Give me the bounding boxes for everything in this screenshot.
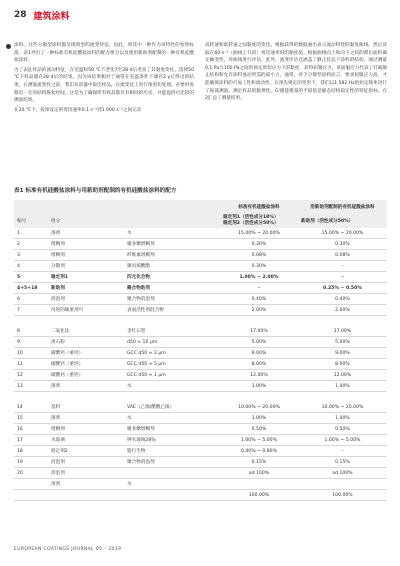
- cell-no: 1: [14, 228, 48, 239]
- cell-no: 16: [14, 424, 48, 435]
- page-header: [14, 8, 70, 22]
- cell-standard: 15.00% ~ 20.00%: [220, 228, 298, 239]
- cell-new: 8.00%: [298, 359, 387, 370]
- section-title: 建筑涂料: [33, 11, 70, 22]
- table-row: [14, 305, 387, 316]
- cell-material: VAE（乙烯/醋酸乙烯）: [124, 402, 220, 413]
- cell-new: 0.08%: [298, 250, 387, 261]
- cell-new: 10.00% ~ 20.00%: [298, 402, 387, 413]
- header-new: 用新助剂配制的有机硅酸盐涂料: [298, 200, 387, 214]
- table-row: [14, 272, 387, 283]
- table-row: [14, 468, 387, 479]
- cell-material: 四元化合物: [124, 272, 220, 283]
- table-row: [14, 337, 387, 348]
- cell-new: 0.25% ~ 0.50%: [298, 283, 387, 294]
- left-text-column: [14, 42, 194, 116]
- header-no-label: 编号: [14, 214, 48, 228]
- cell-material: [124, 490, 220, 501]
- cell-material: 脂行生物: [124, 446, 220, 457]
- cell-standard: ad 100%: [220, 468, 298, 479]
- cell-new: 0.15%: [298, 457, 387, 468]
- cell-material: 聚合物助剂: [124, 283, 220, 294]
- cell-material: 水: [124, 228, 220, 239]
- cell-new: 0.40%: [298, 294, 387, 305]
- cell-standard: [220, 479, 298, 490]
- cell-new: ad 100%: [298, 468, 387, 479]
- cell-component: 碳酸钙（重钙）: [48, 370, 124, 381]
- cell-new: 9.00%: [298, 348, 387, 359]
- cell-new: –: [298, 261, 387, 272]
- right-text-column: [205, 42, 387, 105]
- cell-new: –: [298, 272, 387, 283]
- table-row: [14, 446, 387, 457]
- cell-component: 增稠剂: [48, 250, 124, 261]
- cell-new: 1.00%: [298, 381, 387, 392]
- cell-new: 1.00% ~ 5.00%: [298, 435, 387, 446]
- cell-no: 4+5+18: [14, 283, 48, 294]
- cell-component: 改进的碳重剂可: [48, 305, 124, 316]
- cell-new: 0.50%: [298, 424, 387, 435]
- cell-standard: 100.00%: [220, 490, 298, 501]
- cell-standard: 1.00% ~ 2.00%: [220, 272, 298, 283]
- cell-no: [14, 490, 48, 501]
- table-row: [14, 359, 387, 370]
- table-row: [14, 381, 387, 392]
- cell-component: 二氧化钛: [48, 326, 124, 337]
- cell-material: GCC d50 ≈ 2 μm: [124, 348, 220, 359]
- cell-material: d50 ≈ 10 μm: [124, 337, 220, 348]
- paragraph: 为了表征样品的流动特征，在室温和50 ℃下老化7至28 d后考查了其黏度变化。选择50 ℃下样品储存28 d后的结果。因为该结果相对于通常在室温条件下储存2 y后得出的结果。在测量流变性之前，我们从容器中取出样品，在流变仪上进行预剪切处理。必要时再移出一定的结构恢复时间。这是为了确保所有样品都具有相同的历史，并能提供可比较的测量结果。: [14, 67, 194, 104]
- table-row: [14, 457, 387, 468]
- cell-new: 12.00%: [298, 370, 387, 381]
- cell-new: 2.00%: [298, 305, 387, 316]
- paragraph: 在20 ℃下，按预设定的剪切速率0.1 s⁻¹到1 000 s⁻¹之间记录: [14, 107, 142, 113]
- cell-new: [298, 479, 387, 490]
- cell-standard: –: [220, 283, 298, 294]
- cell-material: 水: [124, 413, 220, 424]
- table-row: [14, 424, 387, 435]
- cell-material: 聚合物消泡剂: [124, 457, 220, 468]
- table-row: [14, 283, 387, 294]
- cell-material: 聚丙烯酸酯: [124, 261, 220, 272]
- cell-standard: 5.00%: [220, 337, 298, 348]
- cell-component: 分散剂: [48, 261, 124, 272]
- table-row: [14, 413, 387, 424]
- cell-no: 15: [14, 413, 48, 424]
- cell-no: [14, 479, 48, 490]
- cell-component: 溶剂: [48, 228, 124, 239]
- cell-component: 溶剂: [48, 413, 124, 424]
- cell-material: GCC d50 ≈ 1 μm: [124, 370, 220, 381]
- table-row: [14, 250, 387, 261]
- cell-no: 11: [14, 359, 48, 370]
- header-standard: 标准有机硅酸盐涂料: [220, 200, 298, 214]
- cell-no: 19: [14, 457, 48, 468]
- table-row: [14, 370, 387, 381]
- cell-new: 100.00%: [298, 490, 387, 501]
- table-row: [14, 228, 387, 239]
- cell-standard: 0.40% ~ 0.80%: [220, 446, 298, 457]
- cell-component: 碳酸钙（重钙）: [48, 359, 124, 370]
- cell-standard: 1.00% ~ 5.00%: [220, 435, 298, 446]
- cell-component: 碳酸钙（重钙）: [48, 348, 124, 359]
- table-gap-row: [14, 316, 387, 327]
- cell-new: 0.30%: [298, 239, 387, 250]
- bullet-marker: [6, 44, 11, 49]
- cell-no: 17: [14, 435, 48, 446]
- cell-no: 4: [14, 261, 48, 272]
- header-standard-sub: 稳定剂1（活性成分18%） 稳定剂2（活性成分50%）: [220, 214, 298, 228]
- cell-no: 6: [14, 294, 48, 305]
- header-new-sub: 新助剂（活性成分50%）: [298, 214, 387, 228]
- cell-material: 水: [124, 381, 220, 392]
- table-row: [14, 239, 387, 250]
- cell-no: 20: [14, 468, 48, 479]
- cell-standard: 1.00%: [220, 381, 298, 392]
- cell-new: 1.00%: [298, 413, 387, 424]
- cell-no: 13: [14, 381, 48, 392]
- cell-standard: 0.30%: [220, 239, 298, 250]
- cell-standard: 0.50%: [220, 424, 298, 435]
- cell-standard: 0.30%: [220, 261, 298, 272]
- cell-component: [48, 490, 124, 501]
- cell-material: 钾水玻璃28%: [124, 435, 220, 446]
- cell-component: 新助剂: [48, 283, 124, 294]
- cell-no: 9: [14, 337, 48, 348]
- cell-component: 消泡剂: [48, 457, 124, 468]
- cell-material: 聚多糖增稠剂: [124, 239, 220, 250]
- cell-component: 消泡剂: [48, 294, 124, 305]
- cell-no: 7: [14, 305, 48, 316]
- cell-component: 水玻璃: [48, 435, 124, 446]
- cell-component: 基料: [48, 402, 124, 413]
- cell-material: [124, 468, 220, 479]
- paragraph: 涂料。这些分散型涂料都呈现典型的流变特征。因此，将其中一种作为该特性的参照标准。表1列出了一种标准有机硅酸盐涂料的配方组分以及使用新助剂配制的一种有机硅酸盐涂料。: [14, 43, 194, 64]
- table-title: 表1 标准有机硅酸盐涂料与用新助剂配制的有机硅酸盐涂料的配方: [14, 188, 177, 194]
- table-row: [14, 402, 387, 413]
- cell-new: 15.00% ~ 20.00%: [298, 228, 387, 239]
- table-gap-row: [14, 392, 387, 403]
- cell-standard: 10.00% ~ 20.00%: [220, 402, 298, 413]
- cell-component: 滑石粉: [48, 337, 124, 348]
- table-row: [14, 490, 387, 501]
- cell-component: 溶剂: [48, 479, 124, 490]
- cell-standard: 0.08%: [220, 250, 298, 261]
- cell-standard: 0.40%: [220, 294, 298, 305]
- cell-component: 稳定剂1: [48, 272, 124, 283]
- cell-component: 溶剂: [48, 381, 124, 392]
- cell-component: 消泡剂: [48, 468, 124, 479]
- cell-standard: 9.00%: [220, 348, 298, 359]
- paragraph: 高转速和低转速之间黏度的变化。根据获得的数据画出表示流动特性的黏度曲线，然后读取在60 s⁻¹（曲线上升段）剪切速率时的黏度值。根据曲线向上和向下之间的滞后面积确定触变性，对曲线进行评估。此外，流变评估还涵盖了静止状态下涂料的结构。通过测量0.1 Pa与100 Pa之间的预定剪切应力下的黏度，获得屈服应力。该屈服应力代表了打破静止结构和允许涂料流动所需的最小力。通常，对于分散型涂料而言，要求屈服应力高，才能确保涂料的可加工性和流动性。在预先规定的变形下，我们以1 592 Hz的恒定频率进行了振荡测量。测定样品的黏弹性。G'储能模量的平稳值是静态结构稳定性的特征指标。在2汇总了测量结果。: [205, 43, 387, 102]
- cell-standard: 17.00%: [220, 326, 298, 337]
- formulation-table: [14, 200, 387, 501]
- page-number: 28: [14, 10, 27, 20]
- cell-no: 12: [14, 370, 48, 381]
- cell-standard: 2.00%: [220, 305, 298, 316]
- table-row: [14, 348, 387, 359]
- cell-material: GCC d50 ≈ 5 μm: [124, 359, 220, 370]
- cell-standard: 1.00%: [220, 413, 298, 424]
- cell-material: 纤维素增稠剂: [124, 250, 220, 261]
- cell-no: 8: [14, 326, 48, 337]
- header-no: [14, 200, 48, 214]
- cell-standard: 0.15%: [220, 457, 298, 468]
- table-row: [14, 294, 387, 305]
- cell-no: 18: [14, 446, 48, 457]
- cell-component: 稳定剂2: [48, 446, 124, 457]
- header-component-label: 组分: [48, 214, 124, 228]
- cell-no: 10: [14, 348, 48, 359]
- cell-component: 增稠剂: [48, 239, 124, 250]
- header-component: [48, 200, 124, 214]
- cell-material: 水: [124, 479, 220, 490]
- header-material: [124, 200, 220, 214]
- table-row: [14, 261, 387, 272]
- cell-component: 增稠剂: [48, 424, 124, 435]
- cell-no: 2: [14, 239, 48, 250]
- cell-standard: 8.00%: [220, 359, 298, 370]
- table-row: [14, 326, 387, 337]
- cell-new: 17.00%: [298, 326, 387, 337]
- cell-no: 14: [14, 402, 48, 413]
- cell-material: 聚多糖增稠剂: [124, 424, 220, 435]
- table-row: [14, 435, 387, 446]
- cell-standard: 12.00%: [220, 370, 298, 381]
- cell-new: –: [298, 446, 387, 457]
- cell-material: 聚合物消泡剂: [124, 294, 220, 305]
- cell-material: 表面活性剂混合物: [124, 305, 220, 316]
- page-footer: EUROPEAN COATINGS JOURNAL 05 – 2019: [14, 547, 122, 552]
- cell-new: 5.00%: [298, 337, 387, 348]
- table-row: [14, 479, 387, 490]
- cell-material: 金红石型: [124, 326, 220, 337]
- cell-no: 5: [14, 272, 48, 283]
- cell-no: 3: [14, 250, 48, 261]
